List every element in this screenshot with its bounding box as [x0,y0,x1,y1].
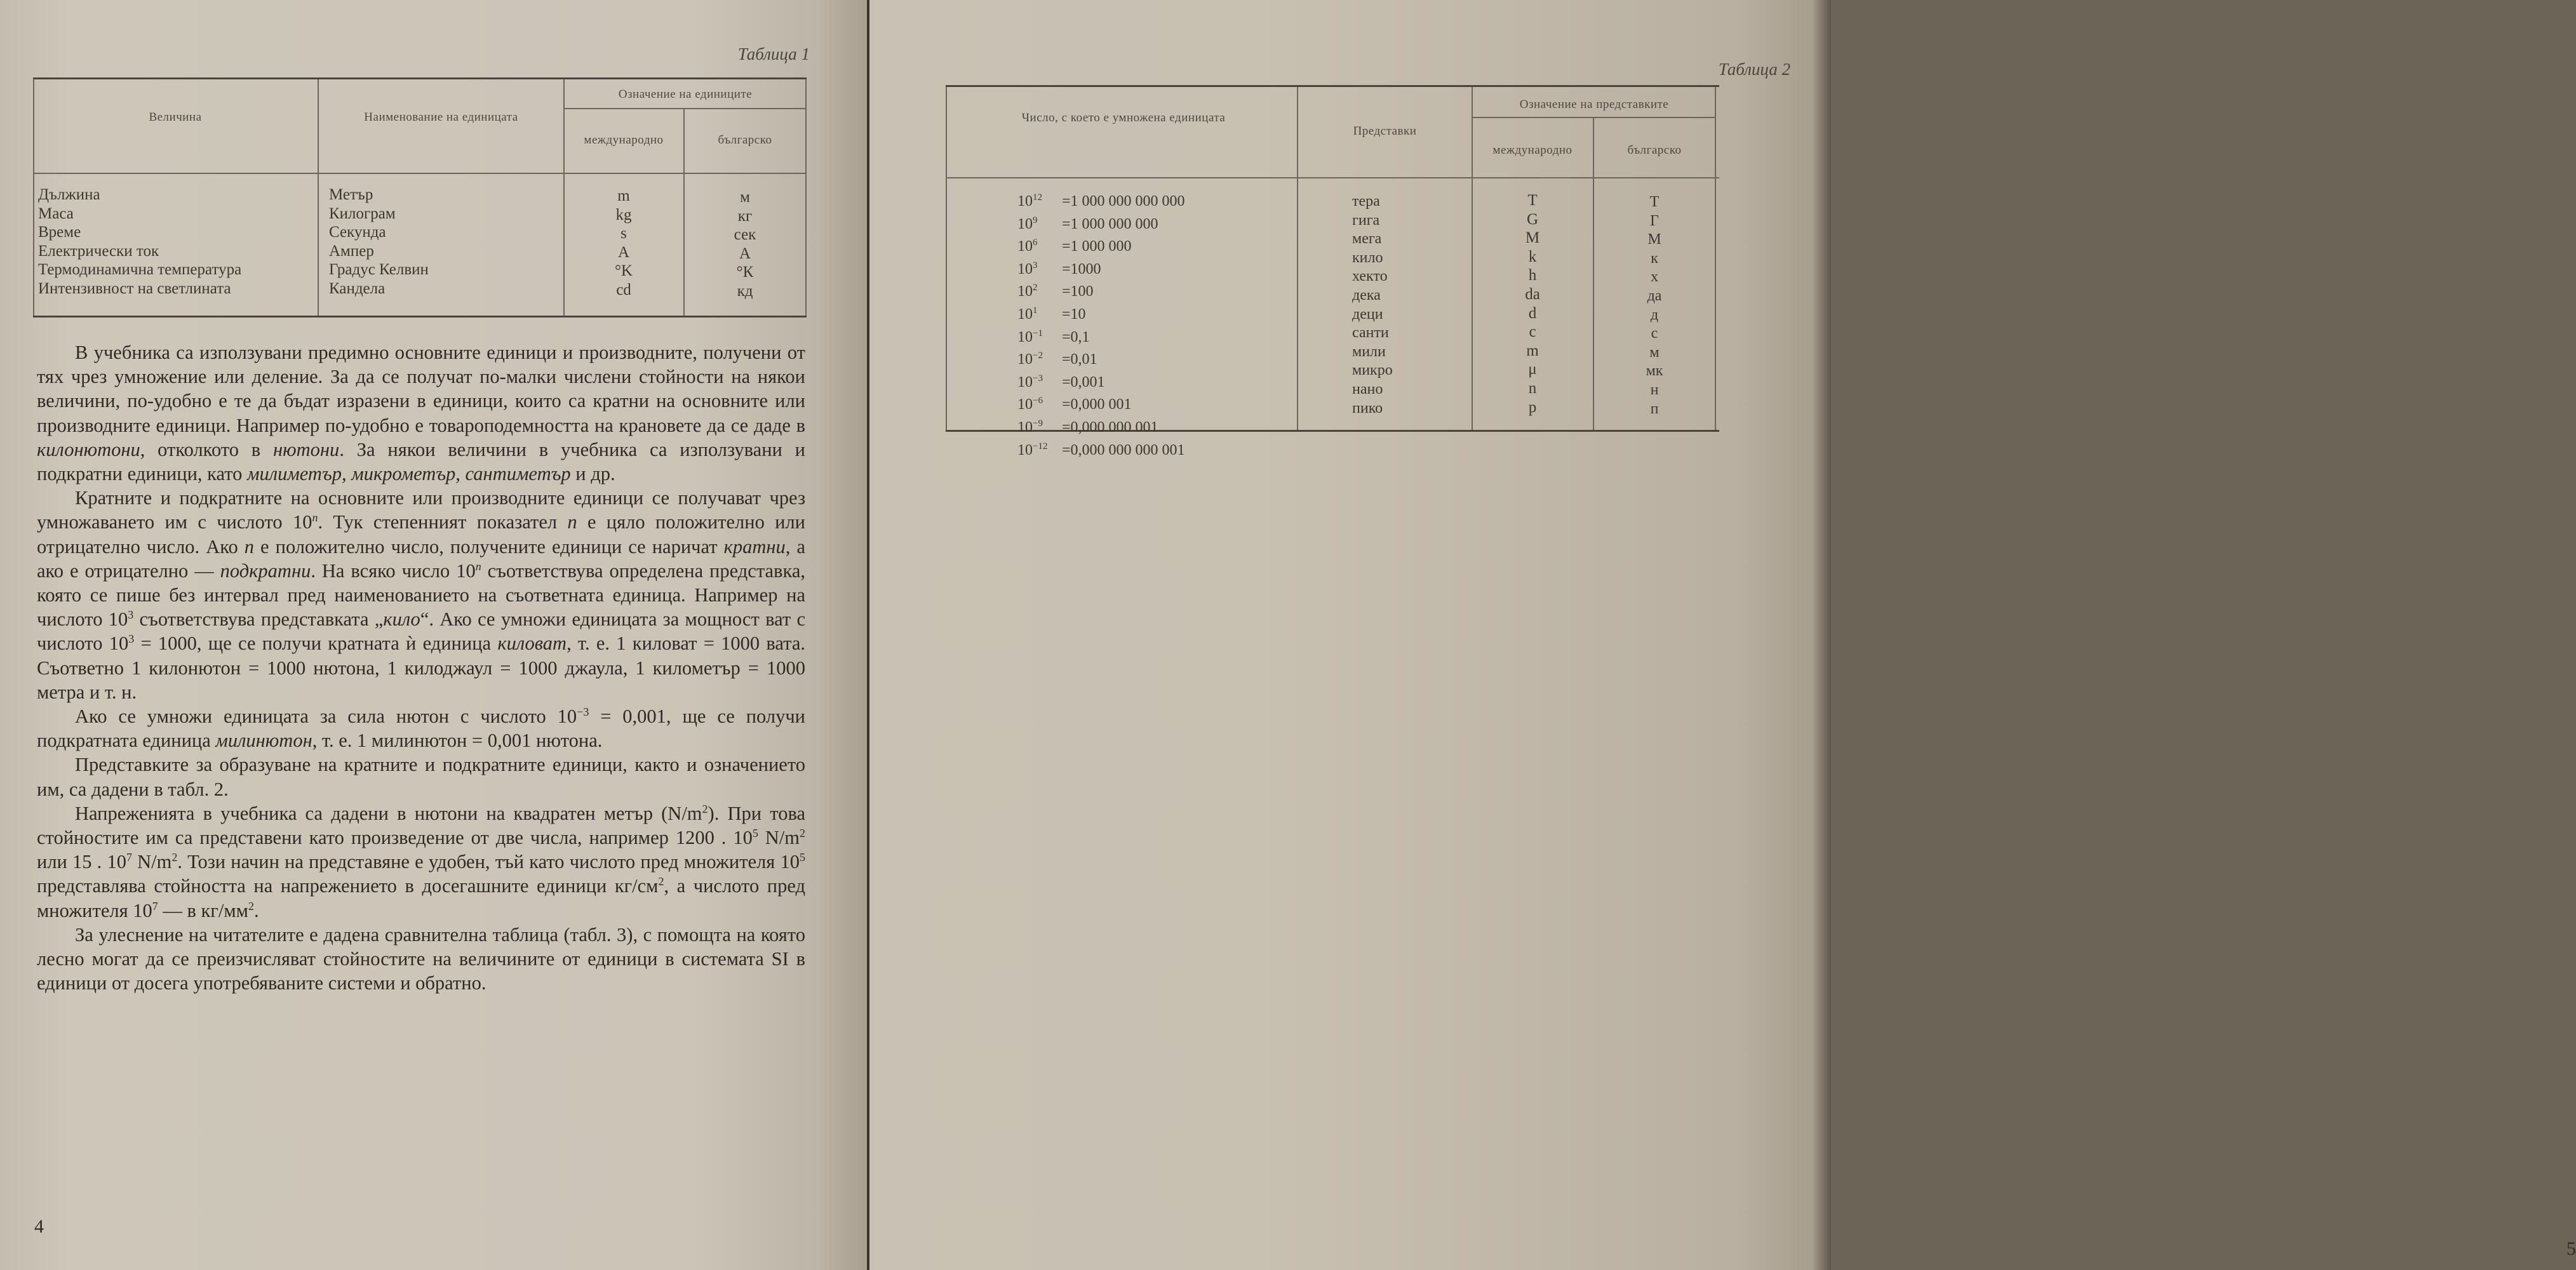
table2-cell-international: p [1528,398,1537,416]
table1-header-quantity: Величина [149,110,202,124]
superscript: 7 [126,851,132,864]
text-run: , а числото пред множителя 10 [37,875,805,921]
body-paragraph [37,340,805,486]
table2-cell-bulgarian: х [1651,269,1658,286]
table2-cell-international: G [1526,210,1539,228]
table2-cell-multiplier: $10^9 =1$ 000 000 000 [1017,215,1158,232]
table2-cell-international: n [1528,379,1537,397]
table1-cell: kg [615,206,632,224]
table2-divider [1297,87,1298,430]
table2-cell-bulgarian: мк [1646,363,1663,380]
table1-cell: Електрически ток [38,242,159,260]
superscript: 5 [800,851,805,864]
text-run: = 0,001, ще се получи подкратната единица [37,705,805,752]
emphasis: n [244,535,255,558]
emphasis: милиметър, микрометър, сантиметър [247,463,571,485]
table1-header-rule [33,173,807,174]
table2-cell-international: h [1528,267,1537,284]
table1-bottom-rule [33,316,807,318]
table2-cell-bulgarian: м [1649,344,1660,361]
emphasis: милинютон [215,730,312,752]
table2-cell-bulgarian: Т [1649,194,1660,210]
superscript: 2 [702,802,708,815]
table2-cell-prefix: хекто [1352,268,1388,285]
table1-cell: Кандела [329,279,386,297]
right-page [869,0,2576,1270]
body-paragraph [37,752,805,801]
table1-header-bulgarian: българско [718,133,772,147]
text-run: е положително число, получените единици се наричат [254,535,724,558]
table2-cell-bulgarian: М [1647,231,1661,248]
table2-cell-multiplier: $10^6 =1$ 000 000 [1017,237,1132,255]
table2-cell-multiplier: $10^{-9} =0,000$ 000 001 [1017,418,1158,436]
table1-cell: Ампер [329,242,374,260]
table2-cell-multiplier: $10^3 =1000$ [1017,260,1101,277]
superscript: 2 [658,875,664,888]
body-paragraph [37,923,805,996]
table1-cell: Секунда [329,224,386,241]
text-run: . [253,899,259,921]
table1-cell: °K [614,262,633,279]
superscript: n [475,559,481,573]
table2-cell-multiplier: $10^1 =10$ [1017,305,1086,323]
superscript: n [312,511,318,525]
table1-cell: Килограм [329,204,396,222]
table2-col-prefix [1352,192,1393,418]
text-run: . Тук степенният показател [318,511,568,533]
table2-cell-bulgarian: Г [1650,212,1659,229]
table2-col-bulgarian [1594,193,1715,418]
table1-caption: Таблица 1 [737,44,810,64]
table2-cell-international: c [1529,323,1536,341]
table2-header-bulgarian: българско [1627,144,1682,157]
emphasis: кило [383,608,420,631]
table2-cell-prefix: дека [1352,286,1381,304]
superscript: 5 [752,826,758,839]
table2-header-rule [946,177,1719,178]
table1-top-rule [33,77,807,79]
table1-col-quantity [38,185,241,298]
emphasis: киловат [497,632,567,655]
emphasis: килонютони [37,438,140,460]
table2-cell-international: T [1527,192,1538,209]
text-run: , а ако е отрицателно — [37,535,805,582]
body-paragraph [37,704,805,752]
table2-cell-prefix: тера [1352,193,1380,210]
table2-header-prefix: Представки [1353,124,1417,138]
text-run: За улеснение на читателите е дадена сравнителна таблица (табл. 3), с помощта на която лесно могат да се преизчисляват стойностите на величините от единици в системата SI в единици от досега употребяваните системи и обратно. [37,923,805,994]
table1-col-bulgarian [685,188,805,300]
table1-cell: Метър [329,186,373,203]
table2-cell-international: M [1525,229,1540,247]
table1-col-unit-name [329,185,429,298]
text-run: , т. е. 1 милинютон = 0,001 нютона. [312,730,603,752]
table2-cell-international: k [1528,248,1537,265]
table2-cell-prefix: микро [1352,362,1393,379]
table2-cell-prefix: нано [1352,380,1383,398]
table2-cell-prefix: пико [1352,399,1383,417]
table1-border-right [805,79,807,316]
table2-col-multiplier [1017,189,1185,460]
superscript: −3 [577,705,589,718]
table2-header-international: международно [1493,144,1573,157]
left-page [0,0,867,1270]
table1-cell: м [740,189,750,206]
table2-cell-bulgarian: с [1651,325,1658,342]
text-run: , отколкото в [140,438,274,460]
table1-cell: Градус Келвин [329,261,429,278]
table2-cell-international: da [1525,285,1540,303]
table2-border-left [946,87,947,430]
table2-col-international [1472,191,1593,417]
text-run: или 15 . 10 [37,851,126,873]
text-run: Представките за образуване на кратните и подкратните единици, както и означението им, са дадени в табл. 2. [37,754,805,800]
table2-cell-bulgarian: к [1651,250,1658,267]
table1-group-rule [563,108,807,109]
table1-cell: °К [736,264,754,281]
text-run: съответствува определена представка, която се пише без интервал пред наименованието на съответната единица. Например на числото 10 [37,559,805,631]
text-run: = 1000, ще се получи кратната ѝ единица [134,632,498,655]
table2-border-right [1715,87,1716,430]
table2-cell-bulgarian: п [1650,400,1659,417]
text-run: представлява стойността на напрежението в досегашните единици кг/см [37,875,659,897]
table1-header-designation: Означение на единиците [618,88,753,101]
table1-cell: кд [737,282,753,300]
table2-cell-prefix: деци [1352,305,1383,323]
emphasis: n [567,511,577,533]
table2-cell-multiplier: $10^{12} =1$ 000 000 000 000 [1017,192,1185,210]
table2-cell-bulgarian: да [1647,287,1662,304]
text-run: Напреженията в учебника са дадени в нютони на квадратен метър (N/m [75,802,702,824]
superscript: 2 [248,899,254,912]
table2-header-multiplier: Число, с което е умножена единицата [1021,111,1226,124]
text-run: , т. е. 1 киловат = 1000 вата. Съответно 1 килонютон = 1000 нютона, 1 килоджаул = 1000 джаула, 1 километър = 1000 метра и т. н. [37,632,806,703]
body-paragraph [37,801,805,923]
table2-caption: Таблица 2 [1718,60,1790,79]
text-run: N/m [758,827,800,849]
table2-cell-prefix: кило [1352,249,1383,266]
text-run: . За някои величини в учебника са използувани и подкратни единици, като [37,438,805,485]
text-run: е цяло положително или отрицателно число. Ако [37,511,805,558]
table1-cell: кг [737,207,753,225]
table1-cell: Дължина [38,186,100,203]
text-run: “. Ако се умножи единицата за мощност ват с числото 10 [37,608,805,655]
table1-cell: A [617,243,630,261]
text-run: ). При това стойностите им са представени като произведение от две числа, например 1200 . 10 [37,802,806,849]
table2-cell-bulgarian: д [1650,306,1659,323]
body-paragraph [37,486,805,704]
superscript: 2 [800,826,805,839]
table1-cell: сек [734,226,756,243]
table2-cell-multiplier: $10^{-1} =0,1$ [1017,328,1090,345]
emphasis: кратни [723,535,786,558]
text-run: и др. [570,463,615,485]
table1-cell: m [617,187,630,204]
superscript: 3 [128,632,135,646]
emphasis: нютони [273,438,340,460]
table1-cell: cd [616,281,631,298]
table2-prefixes [946,85,1719,458]
table2-cell-bulgarian: н [1650,381,1659,398]
table2-cell-prefix: мили [1352,343,1386,360]
table2-cell-prefix: гига [1352,211,1380,229]
table2-cell-multiplier: $10^{-6} =0,000$ 001 [1017,396,1132,413]
table1-cell: s [621,225,627,242]
table2-cell-international: μ [1528,361,1537,378]
superscript: 7 [152,899,158,912]
table1-cell: А [739,244,751,262]
table1-cell: Време [38,224,81,241]
body-text [37,340,805,995]
table2-cell-prefix: мега [1352,231,1382,248]
table2-group-rule [1472,117,1716,118]
table2-cell-multiplier: $10^{-2} =0,01$ [1017,351,1097,368]
table2-cell-international: m [1526,342,1539,359]
table2-header-designation: Означение на представките [1519,98,1669,111]
text-run: съответствува представката „ [133,608,384,631]
table1-col-international [564,187,683,299]
text-run: — в кг/мм [158,899,248,921]
table2-top-rule [946,85,1719,87]
text-run: Кратните и подкратните на основните или производните единици се получават чрез умножаването им с числото 10 [37,487,805,533]
emphasis: подкратни [220,559,311,582]
text-run: В учебника са използувани предимно основните единици и производните, получени от тях чрез умножение или деление. За да се получат по-малки числени стойности на някои величини, по-удобно е те да бъдат изразени в единици, които са кратни на основните или производните единици. Например по-удобно е товароподемността на кранoвете да се даде в [37,342,805,436]
table2-cell-multiplier: $10^{-12} =0,000$ 000 000 001 [1017,441,1185,458]
table1-header-unit-name: Наименование на единицата [364,110,518,124]
text-run: . Този начин на представяне е удобен, тъй като числото пред множителя 10 [177,851,800,873]
superscript: 3 [128,608,134,622]
table1-cell: Интензивност на светлината [38,279,231,297]
superscript: 2 [171,851,178,864]
text-run: . На всяко число 10 [311,559,476,582]
table1-header-international: международно [584,133,664,147]
table2-cell-prefix: санти [1352,324,1389,342]
table2-cell-multiplier: $10^2 =100$ [1017,283,1094,300]
table2-cell-multiplier: $10^{-3} =0,001$ [1017,373,1105,391]
table2-cell-international: d [1528,304,1537,322]
table1-cell: Термодинамична температура [38,261,242,278]
text-run: N/m [131,851,172,873]
page-number: 5 [2566,1238,2576,1259]
table1-cell: Маса [38,204,74,222]
table1-units [33,77,807,319]
text-run: Ако се умножи единицата за сила нютон с числото 10 [75,705,577,728]
page-number: 4 [34,1216,44,1237]
